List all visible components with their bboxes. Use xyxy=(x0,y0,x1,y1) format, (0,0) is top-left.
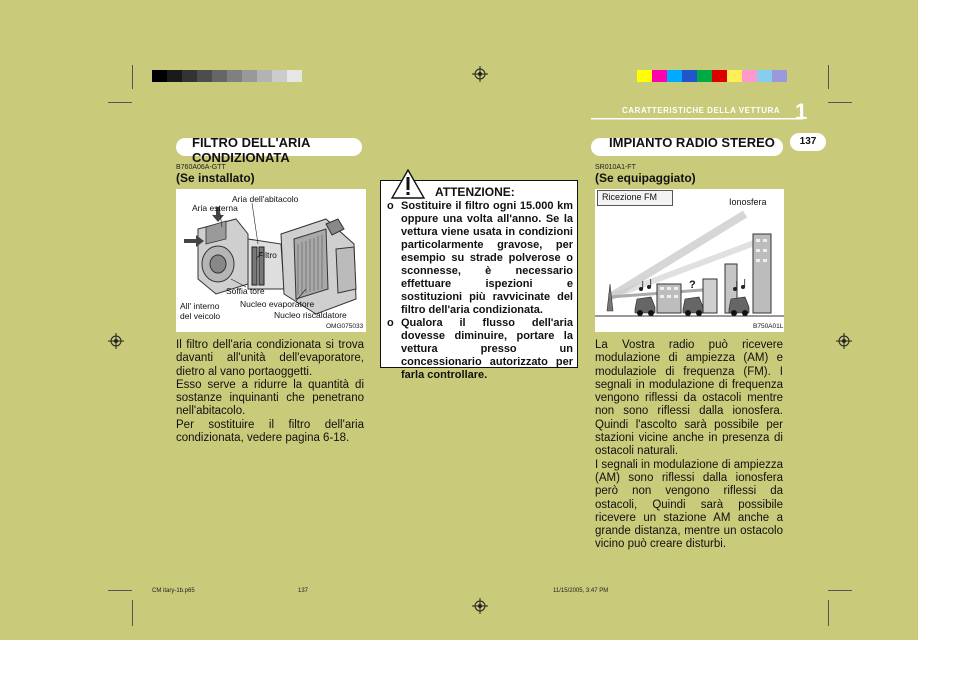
warning-bullet: o xyxy=(387,200,394,212)
figure-code: OMG075033 xyxy=(326,323,364,330)
color-swatch xyxy=(242,70,257,82)
color-swatch-bar-color xyxy=(637,70,787,82)
page-right-margin xyxy=(918,0,960,640)
label-interior-air: Aria dell'abitacolo xyxy=(232,194,299,204)
color-swatch xyxy=(212,70,227,82)
paragraph: La Vostra radio può ricevere modulazione di ampiezza (AM) e modulaziole di frequenza (FM). I segnali in modulazione di frequenza vengono riflessi da ostacoli mentre non sono riflessi dalla ionosfera. Quindi l'ascolto sarà possibile per stazioni vicine anche in presenza di ostacoli naturali. xyxy=(595,339,783,458)
page-bottom-margin xyxy=(0,640,960,678)
warning-item xyxy=(387,317,573,382)
color-swatch xyxy=(727,70,742,82)
color-swatch xyxy=(272,70,287,82)
color-swatch xyxy=(227,70,242,82)
color-swatch xyxy=(742,70,757,82)
paragraph: Il filtro dell'aria condizionata si trova davanti all'unità dell'evaporatore, dietro al vano portaoggetti. xyxy=(176,339,364,378)
crop-mark xyxy=(108,102,132,103)
section-header-filter-text: FILTRO DELL'ARIA CONDIZIONATA xyxy=(192,135,310,165)
color-swatch xyxy=(757,70,772,82)
color-swatch xyxy=(257,70,272,82)
crop-mark xyxy=(828,600,829,626)
footer-filename: CM itary-1b.p65 xyxy=(152,588,195,594)
color-swatch xyxy=(712,70,727,82)
radio-reception-illustration xyxy=(595,189,784,332)
label-vehicle-interior-1: All' interno xyxy=(180,301,220,311)
warning-box xyxy=(380,180,578,381)
fm-reception-label-box xyxy=(597,190,673,206)
crop-mark xyxy=(828,102,852,103)
warning-item-text: Sostituire il filtro ogni 15.000 km oppure una volta all'anno. Se la vettura viene usata in condizioni particolarmente gravose, per esempio su strade polverose o sconnesse, è necessario effettuare ispezioni e sostituzioni più ravvicinate del filtro dell'aria condizionata. xyxy=(401,200,573,316)
color-swatch xyxy=(287,70,302,82)
registration-mark-icon xyxy=(472,66,488,82)
paragraph: Per sostituire il filtro dell'aria condizionata, vedere pagina 6-18. xyxy=(176,418,364,445)
fm-reception-label: Ricezione FM xyxy=(602,192,658,202)
color-swatch xyxy=(682,70,697,82)
label-exterior-air: Aria esterna xyxy=(192,203,238,213)
warning-list xyxy=(387,200,573,382)
section-subtitle: (Se equipaggiato) xyxy=(595,171,696,185)
page-number: 137 xyxy=(799,136,817,147)
color-swatch xyxy=(697,70,712,82)
color-swatch-bar-grayscale xyxy=(152,70,302,82)
color-swatch xyxy=(772,70,787,82)
registration-mark-icon xyxy=(472,598,488,614)
body-text-radio xyxy=(595,339,783,552)
figure-air-filter xyxy=(176,189,366,332)
label-ionosphere: Ionosfera xyxy=(729,197,767,207)
label-evaporator: Nucleo evaporatore xyxy=(240,299,315,309)
color-swatch xyxy=(182,70,197,82)
paragraph: I segnali in modulazione di ampiezza (AM) sono riflessi dalla ionosfera però non vengono riflessi da ostacoli, Quindi sarà possibile ricevere un stazione AM anche a grande distanza, mentre un ostacolo vicino può creare disturbi. xyxy=(595,458,783,551)
label-filter: Filtro xyxy=(258,250,277,260)
label-blower: Soffia tore xyxy=(226,286,265,296)
page-number-badge xyxy=(790,133,826,151)
crop-mark xyxy=(828,65,829,89)
warning-item xyxy=(387,200,573,317)
section-subtitle: (Se installato) xyxy=(176,171,255,185)
chapter-number: 1 xyxy=(795,99,808,124)
footer-page: 137 xyxy=(298,588,309,594)
crop-mark xyxy=(828,590,852,591)
crop-mark xyxy=(132,600,133,626)
registration-mark-icon xyxy=(836,333,852,349)
section-header-radio xyxy=(591,135,783,156)
warning-bullet: o xyxy=(387,317,394,329)
warning-item-text: Qualora il flusso dell'aria dovesse diminuire, portare la vettura presso un concessionario autorizzato per farla controllare. xyxy=(401,317,573,381)
label-heater: Nucleo riscaldatore xyxy=(274,310,347,320)
registration-mark-icon xyxy=(108,333,124,349)
color-swatch xyxy=(197,70,212,82)
warning-title: ATTENZIONE: xyxy=(435,185,515,199)
body-text-filter xyxy=(176,339,364,445)
section-code: B760A06A-GTT xyxy=(176,164,226,171)
color-swatch xyxy=(652,70,667,82)
section-code: SR010A1-FT xyxy=(595,164,636,171)
color-swatch xyxy=(667,70,682,82)
footer-timestamp: 11/15/2005, 3:47 PM xyxy=(553,588,609,594)
crop-mark xyxy=(132,65,133,89)
color-swatch xyxy=(167,70,182,82)
section-header-radio-text: IMPIANTO RADIO STEREO xyxy=(609,135,775,150)
label-vehicle-interior-2: del veicolo xyxy=(180,311,221,321)
paragraph: Esso serve a ridurre la quantità di sostanze inquinanti che penetrano nell'abitacolo. xyxy=(176,378,364,418)
figure-radio-reception xyxy=(595,189,784,332)
section-header-filter xyxy=(176,135,362,165)
warning-triangle-icon xyxy=(391,169,425,199)
crop-mark xyxy=(108,590,132,591)
figure-code: B750A01L xyxy=(753,323,784,330)
label-question: ? xyxy=(689,279,696,291)
color-swatch xyxy=(152,70,167,82)
chapter-title: CARATTERISTICHE DELLA VETTURA xyxy=(622,106,781,115)
color-swatch xyxy=(637,70,652,82)
